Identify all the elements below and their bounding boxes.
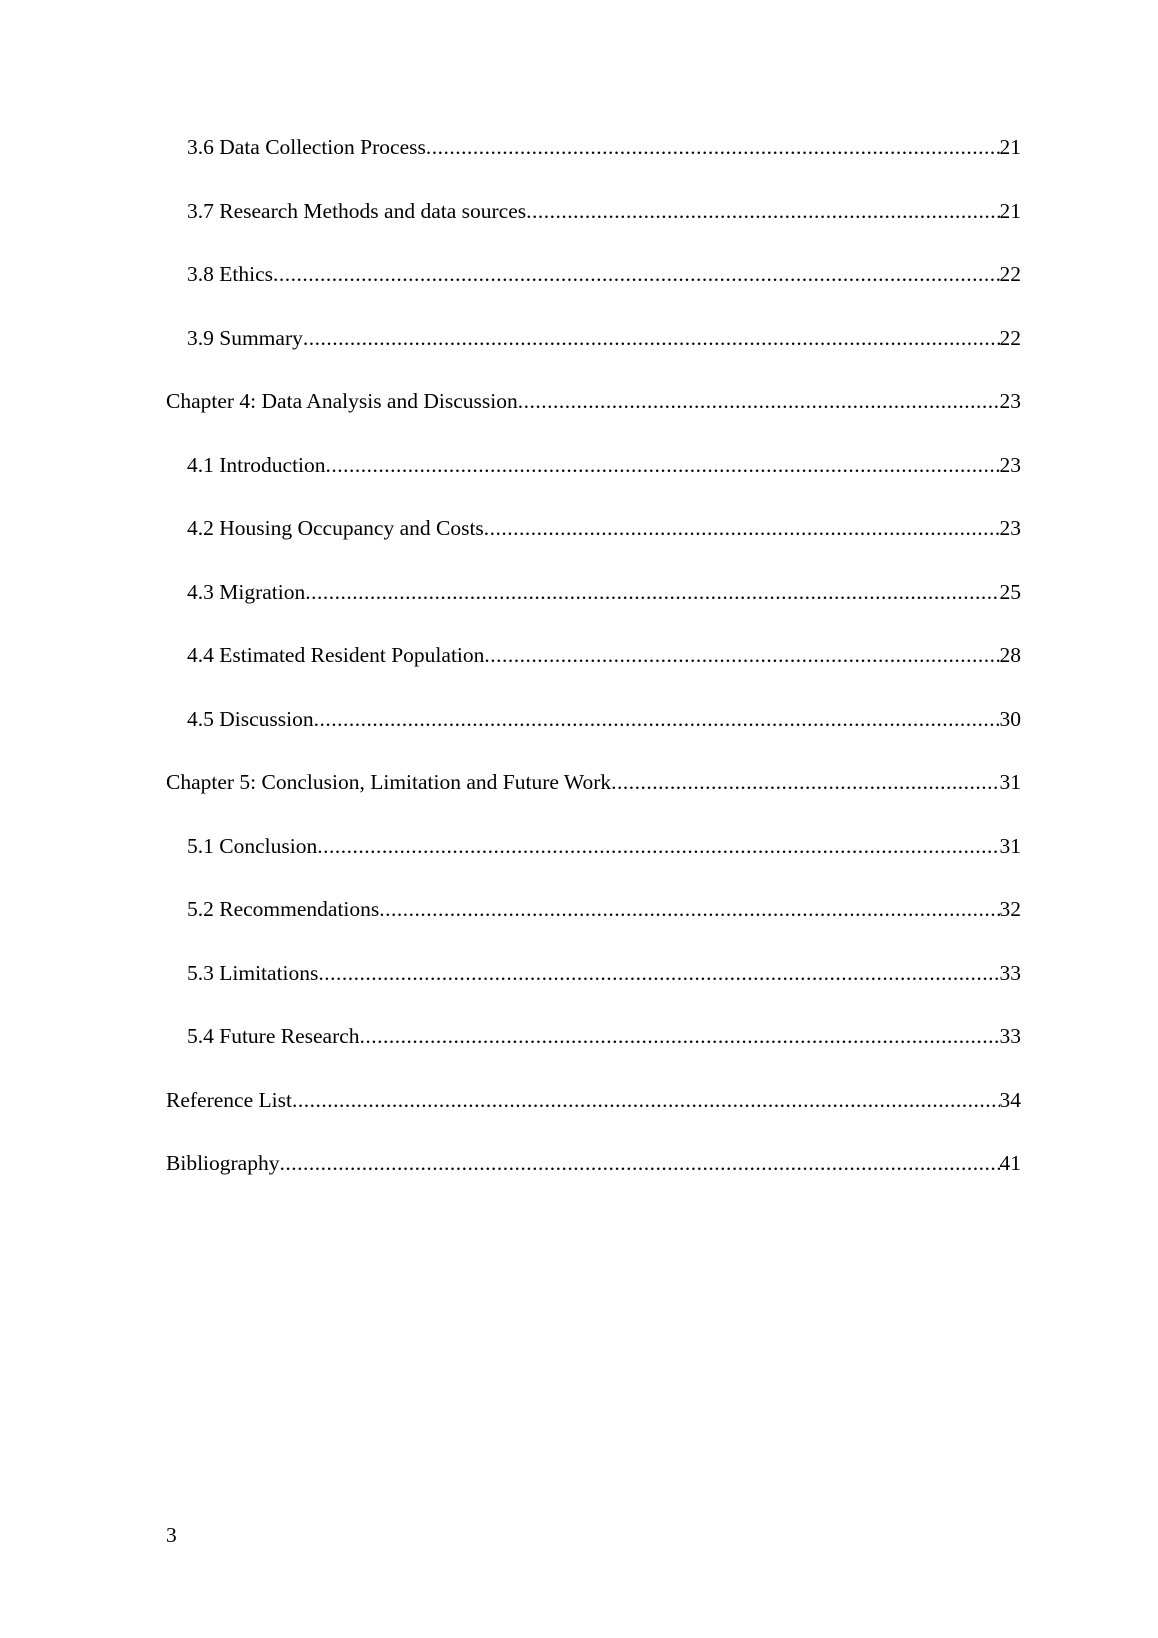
toc-entry-label: Reference List bbox=[166, 1087, 292, 1112]
toc-entry[interactable] bbox=[166, 325, 1021, 389]
toc-entry[interactable] bbox=[166, 896, 1021, 960]
toc-entry[interactable] bbox=[166, 388, 1021, 452]
toc-dot-leader bbox=[317, 833, 999, 859]
toc-entry[interactable] bbox=[166, 198, 1021, 262]
toc-entry-page-number: 31 bbox=[999, 770, 1021, 794]
toc-dot-leader bbox=[360, 1023, 1000, 1049]
toc-entry[interactable] bbox=[166, 642, 1021, 706]
toc-entry-label: 5.2 Recommendations bbox=[187, 897, 380, 921]
toc-dot-leader bbox=[484, 642, 999, 668]
toc-entry-page-number: 22 bbox=[999, 262, 1021, 286]
toc-entry[interactable] bbox=[166, 706, 1021, 770]
toc-entry-label: 5.1 Conclusion bbox=[187, 833, 318, 858]
toc-dot-leader bbox=[326, 452, 1000, 478]
toc-entry-label: 3.6 Data Collection Process bbox=[187, 135, 426, 159]
toc-entry-label: 4.5 Discussion bbox=[187, 706, 314, 731]
toc-entry-label: 5.4 Future Research bbox=[187, 1024, 360, 1048]
toc-dot-leader bbox=[426, 134, 1000, 160]
toc-dot-leader bbox=[379, 896, 999, 922]
toc-entry-page-number: 34 bbox=[999, 1087, 1021, 1112]
toc-entry-label: Chapter 5: Conclusion, Limitation and Future Work bbox=[166, 770, 612, 794]
toc-entry[interactable] bbox=[166, 833, 1021, 897]
toc-entry-page-number: 21 bbox=[999, 135, 1021, 159]
toc-dot-leader bbox=[292, 1087, 1000, 1113]
toc-entry-label: Bibliography bbox=[166, 1151, 280, 1175]
toc-dot-leader bbox=[314, 706, 1000, 732]
toc-entry-label: 4.1 Introduction bbox=[187, 452, 326, 477]
toc-entry-page-number: 23 bbox=[999, 516, 1021, 540]
toc-dot-leader bbox=[318, 960, 999, 986]
toc-dot-leader bbox=[518, 388, 1000, 414]
toc-entry-page-number: 23 bbox=[999, 389, 1021, 413]
table-of-contents bbox=[166, 134, 1021, 1214]
toc-entry[interactable] bbox=[166, 769, 1021, 833]
toc-entry-label: 3.7 Research Methods and data sources bbox=[187, 198, 527, 223]
toc-dot-leader bbox=[305, 579, 999, 605]
toc-entry[interactable] bbox=[166, 960, 1021, 1024]
toc-dot-leader bbox=[279, 1150, 999, 1176]
toc-entry-page-number: 23 bbox=[999, 452, 1021, 477]
toc-entry[interactable] bbox=[166, 1150, 1021, 1214]
toc-entry-label: 3.9 Summary bbox=[187, 325, 303, 350]
page-number: 3 bbox=[166, 1523, 177, 1547]
toc-entry[interactable] bbox=[166, 134, 1021, 198]
toc-entry-page-number: 28 bbox=[999, 643, 1021, 667]
toc-entry-label: Chapter 4: Data Analysis and Discussion bbox=[166, 389, 518, 413]
toc-entry-label: 3.8 Ethics bbox=[187, 262, 273, 286]
toc-entry[interactable] bbox=[166, 261, 1021, 325]
toc-entry-label: 5.3 Limitations bbox=[187, 960, 319, 985]
toc-entry[interactable] bbox=[166, 1087, 1021, 1151]
toc-entry-label: 4.4 Estimated Resident Population bbox=[187, 643, 485, 667]
toc-entry-page-number: 32 bbox=[999, 897, 1021, 921]
toc-entry[interactable] bbox=[166, 452, 1021, 516]
toc-entry-page-number: 30 bbox=[999, 706, 1021, 731]
toc-entry-page-number: 31 bbox=[999, 833, 1021, 858]
toc-entry[interactable] bbox=[166, 579, 1021, 643]
toc-dot-leader bbox=[611, 769, 999, 795]
toc-dot-leader bbox=[484, 515, 1000, 541]
toc-entry-page-number: 33 bbox=[999, 1024, 1021, 1048]
toc-dot-leader bbox=[303, 325, 1000, 351]
toc-dot-leader bbox=[273, 261, 1000, 287]
toc-entry-page-number: 33 bbox=[999, 960, 1021, 985]
toc-entry-label: 4.2 Housing Occupancy and Costs bbox=[187, 516, 484, 540]
toc-entry-label: 4.3 Migration bbox=[187, 579, 306, 604]
toc-entry-page-number: 22 bbox=[999, 325, 1021, 350]
toc-entry[interactable] bbox=[166, 1023, 1021, 1087]
toc-entry-page-number: 41 bbox=[999, 1151, 1021, 1175]
toc-dot-leader bbox=[526, 198, 999, 224]
toc-entry-page-number: 25 bbox=[999, 579, 1021, 604]
toc-entry[interactable] bbox=[166, 515, 1021, 579]
toc-entry-page-number: 21 bbox=[999, 198, 1021, 223]
